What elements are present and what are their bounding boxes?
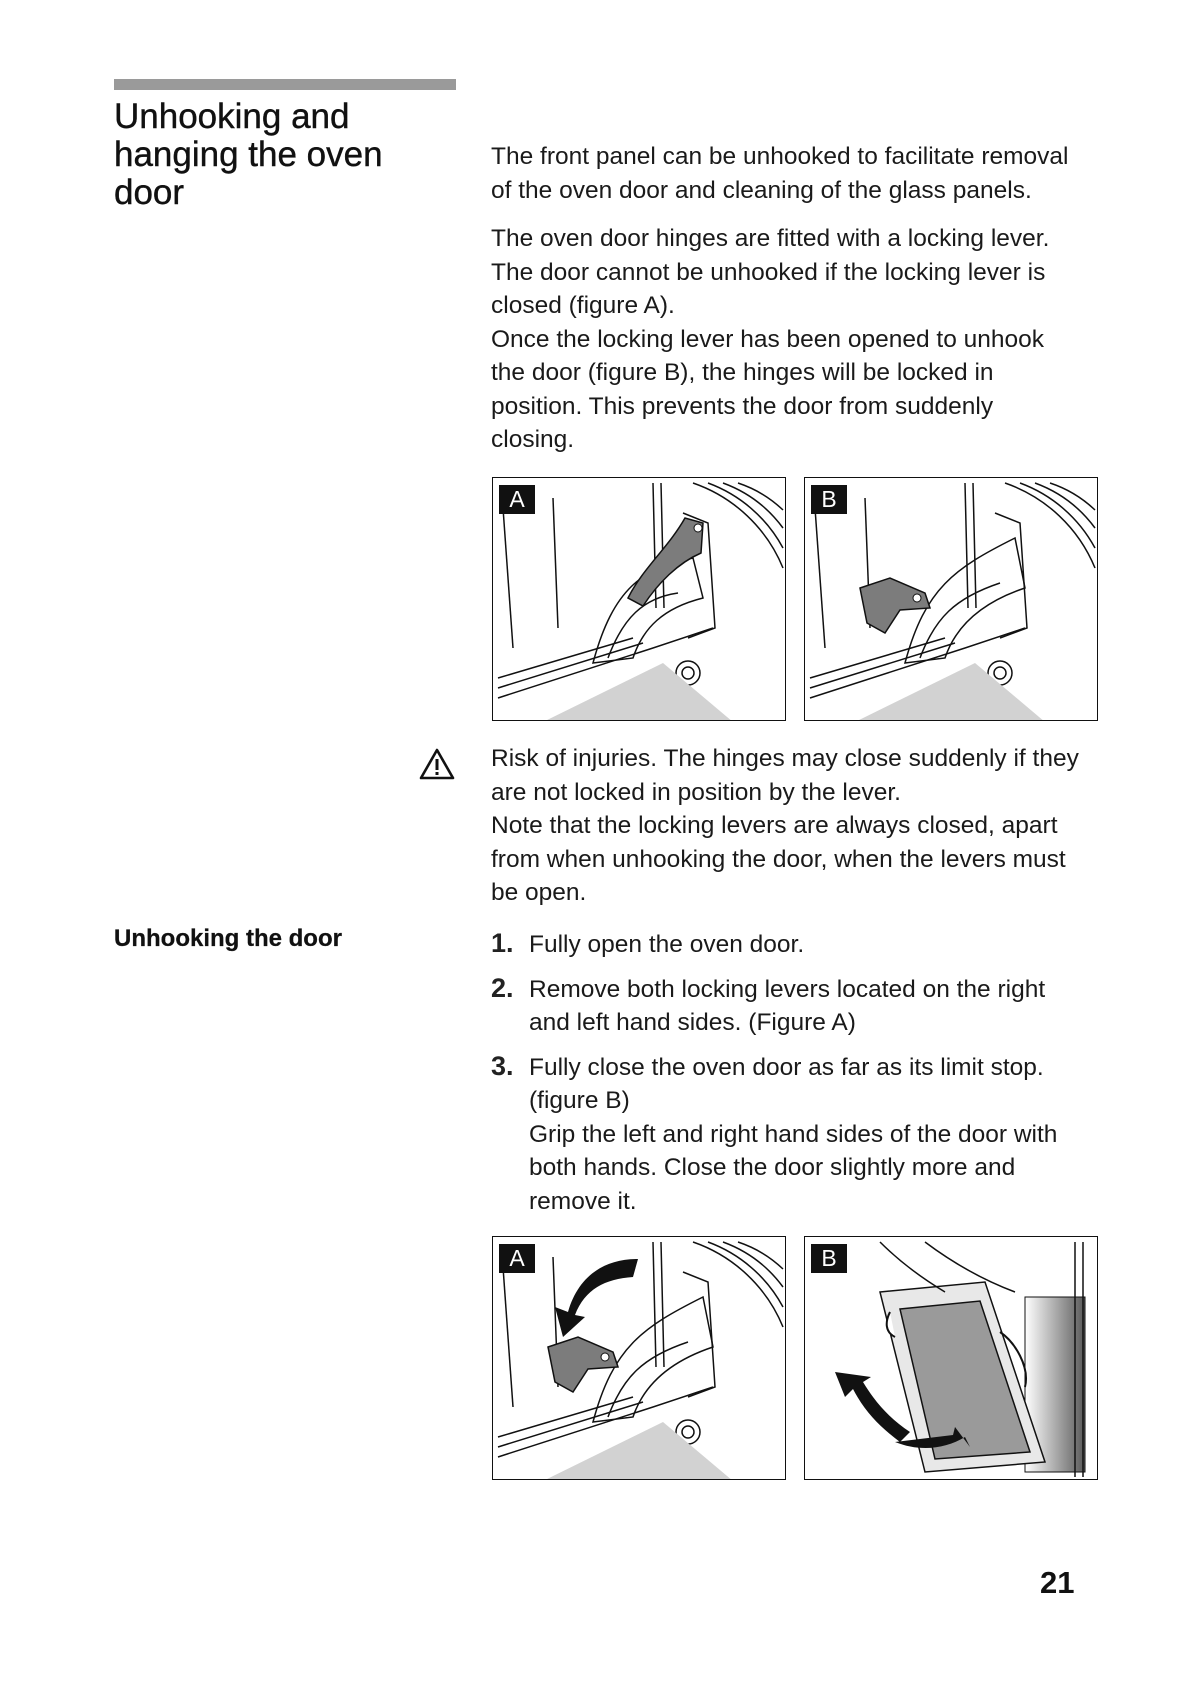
- figure-remove-door: [804, 1236, 1098, 1480]
- step-text: Grip the left and right hand sides of the door with: [529, 1120, 1058, 1148]
- text-line: The oven door hinges are fitted with a locking lever.: [491, 225, 1050, 252]
- text-line: are not locked in position by the lever.: [491, 778, 901, 806]
- step-text: remove it.: [529, 1187, 637, 1215]
- step-text: and left hand sides. (Figure A): [529, 1009, 856, 1036]
- title-line: Unhooking and: [114, 97, 350, 136]
- text-line: Once the locking lever has been opened to unhook: [491, 325, 1045, 353]
- step-item: [491, 928, 1111, 962]
- rotate-arrow-icon: [555, 1259, 638, 1337]
- figure-remove-lever: [492, 1236, 786, 1480]
- hinge-illustration: [493, 1237, 786, 1480]
- step-text: both hands. Close the door slightly more and: [529, 1154, 1016, 1181]
- figure-hinge-lever-closed: [492, 477, 786, 721]
- step-text: Fully close the oven door as far as its limit stop.: [529, 1053, 1044, 1081]
- text-line: of the oven door and cleaning of the glass panels.: [491, 176, 1032, 204]
- step-item: [491, 1051, 1111, 1219]
- step-text: Remove both locking levers located on the right: [529, 975, 1046, 1003]
- step-text: Fully open the oven door.: [529, 931, 805, 958]
- text-line: The front panel can be unhooked to facilitate removal: [491, 143, 1069, 170]
- step-number: 2.: [491, 972, 514, 1003]
- text-line: from when unhooking the door, when the levers must: [491, 845, 1066, 873]
- hinge-illustration: [493, 478, 786, 721]
- figure-label: A: [499, 485, 535, 514]
- intro-paragraph-1: [491, 140, 1111, 207]
- step-item: [491, 973, 1111, 1040]
- figure-label: B: [811, 1244, 847, 1273]
- text-line: closing.: [491, 426, 575, 453]
- text-line: Risk of injuries. The hinges may close suddenly if they: [491, 745, 1079, 772]
- title-line: hanging the oven: [114, 135, 383, 174]
- step-text: (figure B): [529, 1087, 630, 1114]
- text-line: position. This prevents the door from suddenly: [491, 392, 994, 420]
- figure-label: B: [811, 485, 847, 514]
- text-line: the door (figure B), the hinges will be locked in: [491, 359, 994, 386]
- unhooking-steps: [491, 928, 1111, 1229]
- intro-paragraph-2: [491, 222, 1111, 457]
- text-line: Note that the locking levers are always closed, apart: [491, 812, 1058, 839]
- step-number: 3.: [491, 1050, 514, 1081]
- figure-label: A: [499, 1244, 535, 1273]
- warning-triangle-icon: [418, 747, 456, 781]
- text-line: The door cannot be unhooked if the locking lever is: [491, 258, 1046, 286]
- page-title: [114, 98, 454, 212]
- warning-text: [491, 742, 1111, 910]
- figure-hinge-lever-open: [804, 477, 1098, 721]
- lift-arrow-icon: [835, 1372, 910, 1442]
- text-line: closed (figure A).: [491, 292, 675, 319]
- step-number: 1.: [491, 928, 514, 958]
- section-heading-unhooking: Unhooking the door: [114, 925, 342, 952]
- text-line: be open.: [491, 879, 587, 906]
- door-removal-illustration: [805, 1237, 1098, 1480]
- page-number: 21: [1040, 1565, 1075, 1600]
- header-rule: [114, 79, 456, 90]
- hinge-illustration: [805, 478, 1098, 721]
- title-line: door: [114, 173, 185, 212]
